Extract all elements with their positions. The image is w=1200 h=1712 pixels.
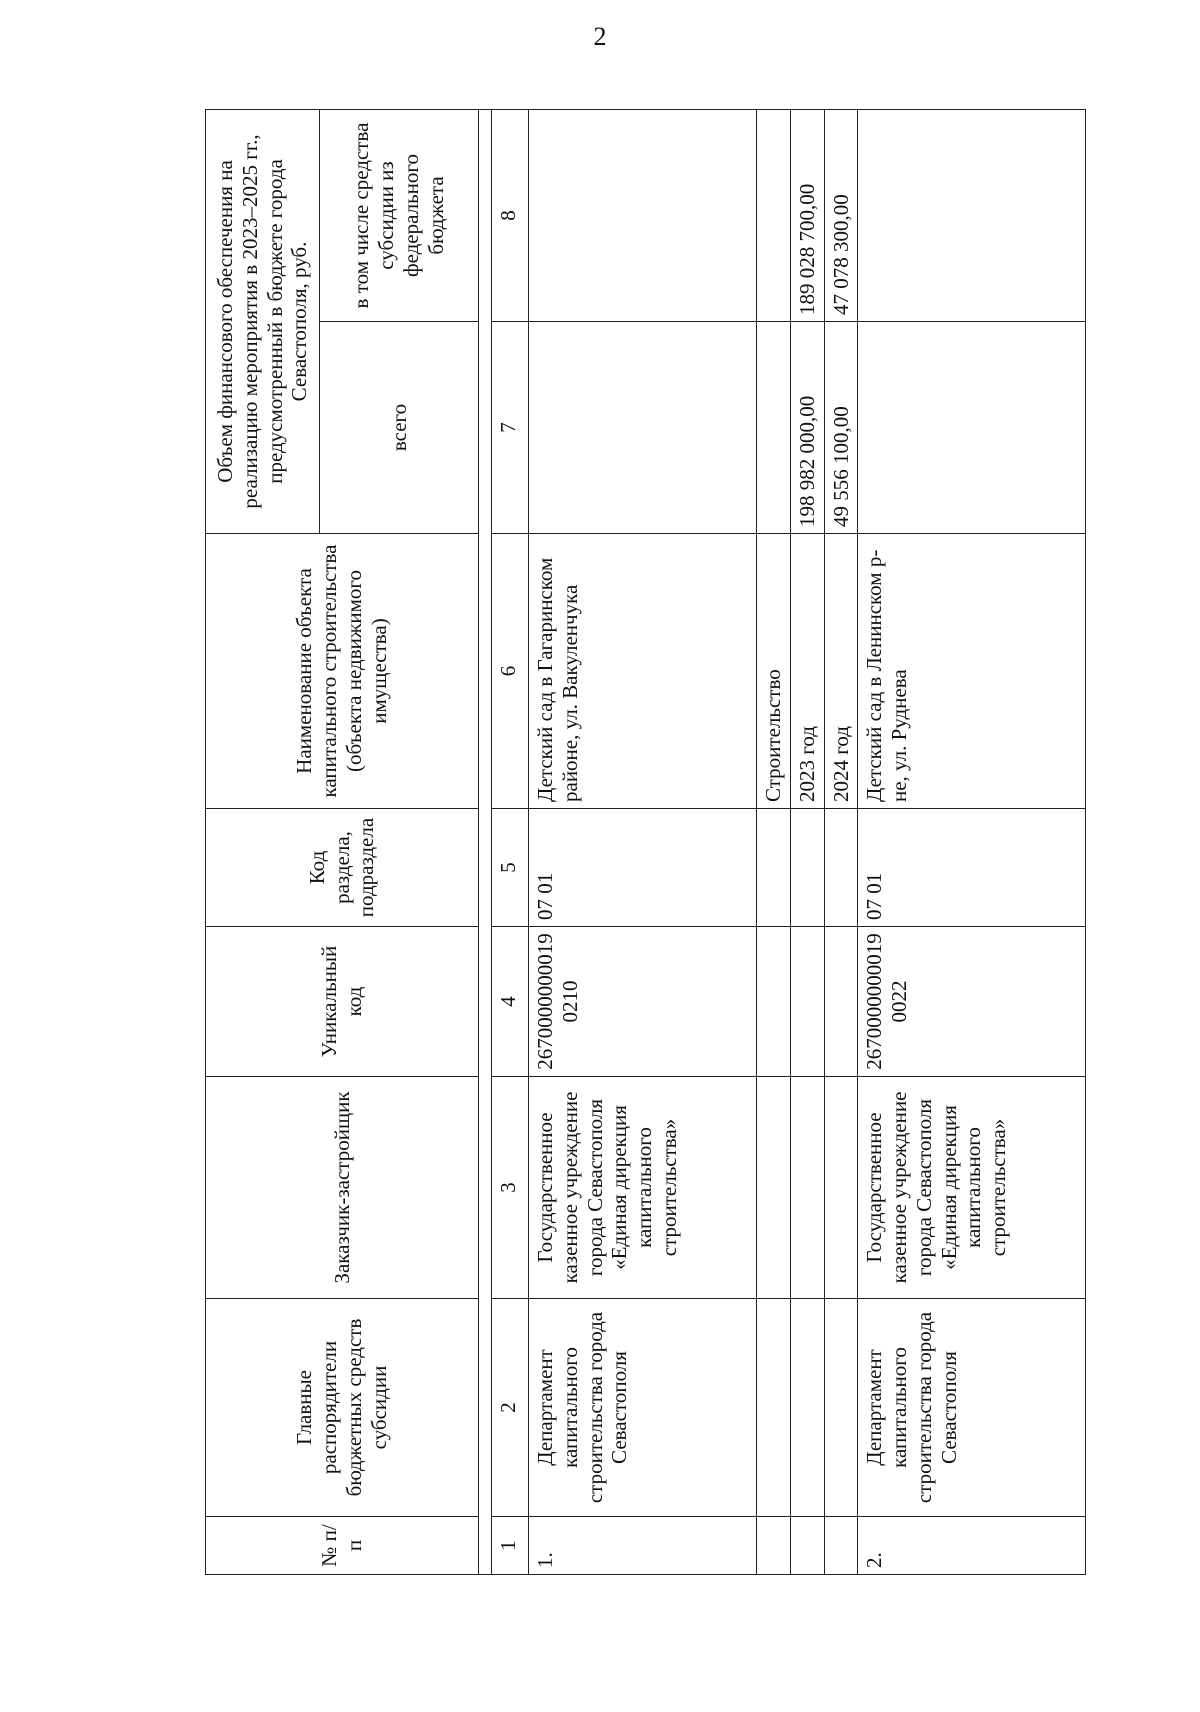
row-object: Детский сад в Гагаринском районе, ул. Вакуленчука <box>529 534 757 809</box>
column-number: 3 <box>492 1077 529 1299</box>
column-number: 6 <box>492 534 529 809</box>
header-n: № п/п <box>206 1517 479 1575</box>
header-total: всего <box>320 322 479 534</box>
row-customer: Государственное казенное учреждение города Севастополя «Единая дирекция капитального строительства» <box>529 1077 757 1299</box>
table-row <box>529 110 757 1575</box>
row-total: 198 982 000,00 <box>790 322 824 534</box>
column-number: 4 <box>492 927 529 1077</box>
row-total <box>529 322 757 534</box>
row-object: 2023 год <box>790 534 824 809</box>
row-distributor: Департамент капитального строительства города Севастополя <box>858 1299 1086 1517</box>
header-distributor: Главные распорядители бюджетных средств субсидии <box>206 1299 479 1517</box>
header-section-code: Код раздела, подраздела <box>206 809 479 927</box>
row-section-code: 07 01 <box>529 809 757 927</box>
row-customer: Государственное казенное учреждение города Севастополя «Единая дирекция капитального строительства» <box>858 1077 1086 1299</box>
row-object: 2024 год <box>824 534 858 809</box>
document-table-rotated <box>205 110 1135 1575</box>
row-object: Строительство <box>757 534 791 809</box>
column-number: 7 <box>492 322 529 534</box>
header-object: Наименование объекта капитального строительства (объекта недвижимого имущества) <box>206 534 479 809</box>
column-number: 2 <box>492 1299 529 1517</box>
header-federal: в том числе средства субсидии из федерального бюджета <box>320 110 479 322</box>
row-federal: 189 028 700,00 <box>790 110 824 322</box>
row-total: 49 556 100,00 <box>824 322 858 534</box>
header-unique-code: Уникальный код <box>206 927 479 1077</box>
table-row <box>824 110 858 1575</box>
row-object: Детский сад в Ленинском р-не, ул. Руднева <box>858 534 1086 809</box>
row-unique-code: 26700000000190210 <box>529 927 757 1077</box>
column-number: 1 <box>492 1517 529 1575</box>
table-row <box>790 110 824 1575</box>
column-number: 5 <box>492 809 529 927</box>
row-distributor: Департамент капитального строительства города Севастополя <box>529 1299 757 1517</box>
row-unique-code: 26700000000190022 <box>858 927 1086 1077</box>
row-federal: 47 078 300,00 <box>824 110 858 322</box>
row-number: 2. <box>858 1517 1086 1575</box>
header-customer: Заказчик-застройщик <box>206 1077 479 1299</box>
column-numbers-row <box>492 110 529 1575</box>
row-section-code: 07 01 <box>858 809 1086 927</box>
page-number: 2 <box>593 22 607 51</box>
row-federal <box>858 110 1086 322</box>
row-number: 1. <box>529 1517 757 1575</box>
column-number: 8 <box>492 110 529 322</box>
row-total <box>858 322 1086 534</box>
table-row <box>858 110 1086 1575</box>
financing-table <box>205 109 1086 1575</box>
header-finance-group: Объем финансового обеспечения на реализацию мероприятия в 2023–2025 гг., предусмотренный в бюджете города Севастополя, руб. <box>206 110 320 534</box>
table-row <box>757 110 791 1575</box>
row-federal <box>529 110 757 322</box>
